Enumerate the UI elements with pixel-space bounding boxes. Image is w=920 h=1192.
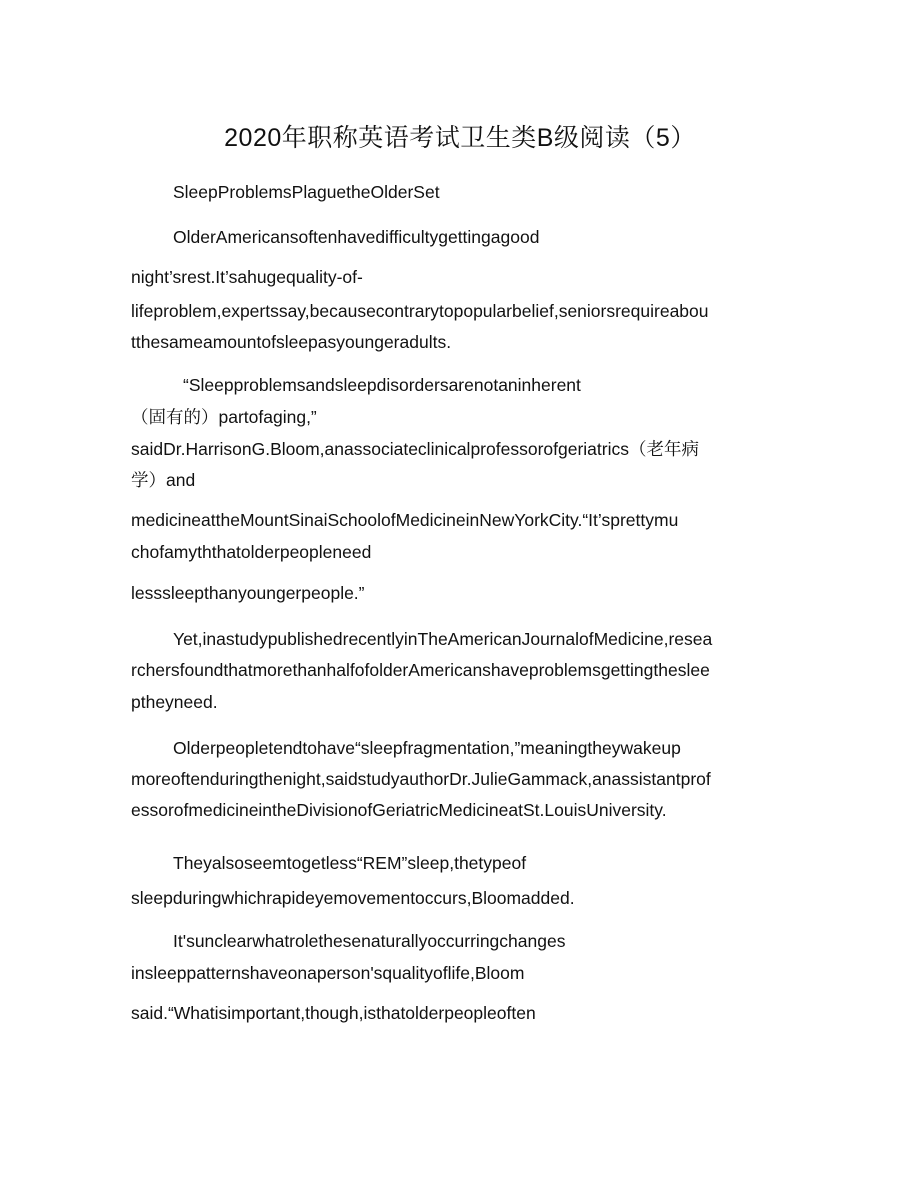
text-line: tthesameamountofsleepasyoungeradults. [131, 332, 452, 352]
text-line: lifeproblem,expertssay,becausecontrarytopopularbelief,seniorsrequireabou [131, 301, 709, 321]
text-line: rchersfoundthatmorethanhalfofolderAmericanshaveproblemsgettingthesleе [131, 660, 710, 680]
text-line: 学）and [131, 470, 196, 490]
text-line: ptheyneed. [131, 692, 218, 712]
text-line: （固有的）partofaging,” [131, 407, 317, 427]
text-line: night’srest.It’sahugequality-of- [131, 267, 363, 287]
text-line: It'sunclearwhatrolethesenaturallyoccurringchanges [173, 931, 566, 951]
text-line: Theyalsoseemtogetless“REM”sleep,thetypeof [173, 853, 527, 873]
text-line: insleeppatternshaveonaperson'squalityoflife,Bloom [131, 963, 525, 983]
text-line: sleepduringwhichrapideyemovementoccurs,Bloomadded. [131, 888, 575, 908]
text-line: moreoftenduringthenight,saidstudyauthorDr.JulieGammack,anassistantprof [131, 769, 711, 789]
text-line: Olderpeopletendtohave“sleepfragmentation,”meaningtheywakeup [173, 738, 681, 758]
text-line: said.“Whatisimportant,though,isthatolderpeopleoften [131, 1003, 536, 1023]
text-line: chofamyththatolderpeopleneed [131, 542, 372, 562]
text-line: lesssleepthanyoungerpeople.” [131, 583, 365, 603]
text-line: “Sleepproblemsandsleepdisordersarenotaninherent [183, 375, 581, 395]
text-line: medicineattheMountSinaiSchoolofMedicineinNewYorkCity.“It’sprettymu [131, 510, 679, 530]
text-line: OlderAmericansoftenhavedifficultygettingagood [173, 227, 540, 247]
text-line: SleepProblemsPlaguetheOlderSet [173, 182, 440, 202]
text-line: essorofmedicineintheDivisionofGeriatricMedicineatSt.LouisUniversity. [131, 800, 667, 820]
text-line: Yet,inastudypublishedrecentlyinTheAmericanJournalofMedicine,resea [173, 629, 713, 649]
page-title: 2020年职称英语考试卫生类B级阅读（5） [224, 124, 696, 152]
text-line: saidDr.HarrisonG.Bloom,anassociateclinicalprofessorofgeriatrics（老年病 [131, 439, 699, 459]
